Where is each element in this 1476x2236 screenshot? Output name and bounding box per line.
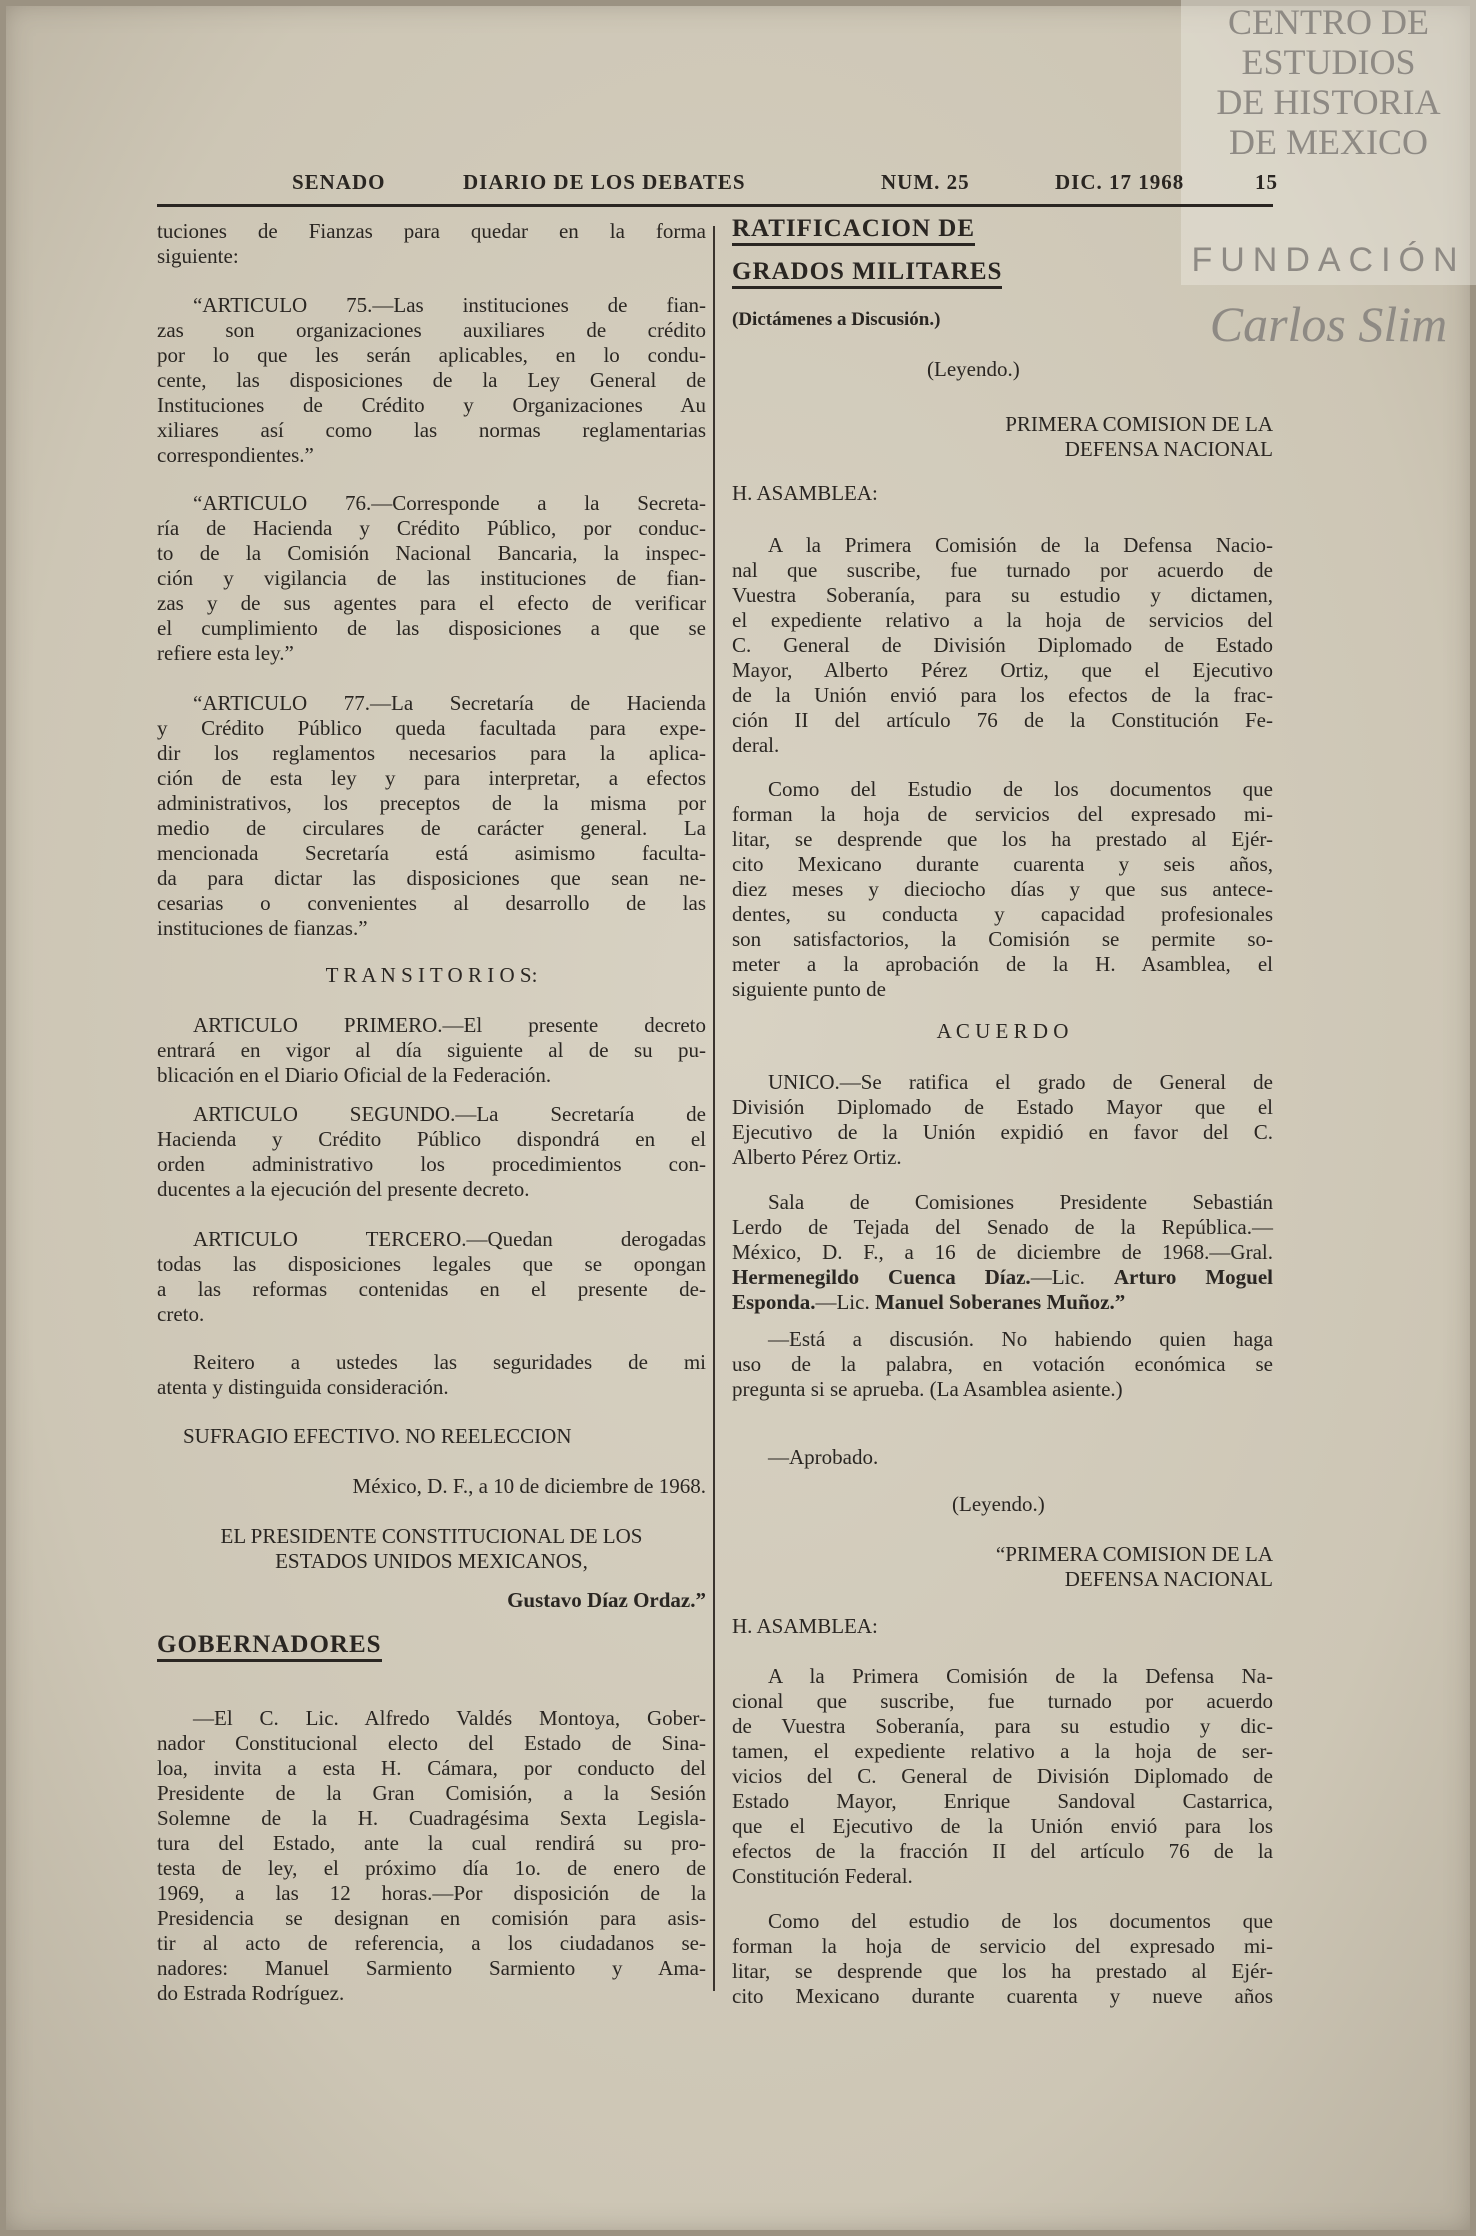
text-line: de la Unión envió para los efectos de la frac- [732, 683, 1273, 707]
header-rule [157, 204, 1273, 207]
signer-title-line2: ESTADOS UNIDOS MEXICANOS, [275, 1549, 588, 1573]
text-line: orden administrativo los procedimientos con- [157, 1152, 706, 1176]
paragraph-article-77 [157, 691, 706, 941]
text-line: “ARTICULO 76.—Corresponde a la Secreta- [193, 491, 706, 515]
text-line: meter a la aprobación de la H. Asamblea, el [732, 952, 1273, 976]
section-subtitle: (Dictámenes a Discusión.) [732, 309, 941, 330]
watermark-line: ESTUDIOS [1241, 42, 1416, 82]
text-line: atenta y distinguida consideración. [157, 1375, 449, 1399]
text-line: dentes, su conducta y capacidad profesionales [732, 902, 1273, 926]
watermark-foundation: FUNDACIÓN [1191, 241, 1466, 279]
paragraph-discussion [732, 1327, 1273, 1402]
commission-line2: DEFENSA NACIONAL [1064, 437, 1273, 461]
text-line: instituciones de fianzas.” [157, 916, 368, 940]
paragraph-unico [732, 1070, 1273, 1170]
text-line: efectos de la fracción II del artículo 76 de la [732, 1839, 1273, 1863]
text-line: Sala de Comisiones Presidente Sebastián [768, 1190, 1273, 1214]
reading-note: (Leyendo.) [927, 357, 1020, 381]
paragraph-article-76 [157, 491, 706, 666]
text-line: Hacienda y Crédito Público dispondrá en el [157, 1127, 706, 1151]
text-line: A la Primera Comisión de la Defensa Na- [768, 1664, 1273, 1688]
text-segment: —Lic. [815, 1290, 875, 1314]
text-line: Constitución Federal. [732, 1864, 913, 1888]
text-line: A la Primera Comisión de la Defensa Nacio- [768, 533, 1273, 557]
text-line: dir los reglamentos necesarios para la aplica- [157, 741, 706, 765]
section-heading-gobernadores [157, 1632, 706, 1662]
commission-line2: DEFENSA NACIONAL [1064, 1567, 1273, 1591]
text-line: son satisfactorios, la Comisión se permite so- [732, 927, 1273, 951]
text-line: blicación en el Diario Oficial de la Federación. [157, 1063, 552, 1087]
text-segment: —Lic. [1030, 1265, 1114, 1289]
text-line: Mayor, Alberto Pérez Ortiz, que el Ejecutivo [732, 658, 1273, 682]
reading-note: (Leyendo.) [952, 1492, 1045, 1516]
text-line: uso de la palabra, en votación económica se [732, 1352, 1273, 1376]
text-line: Instituciones de Crédito y Organizaciones Au [157, 393, 706, 417]
text-line: C. General de División Diplomado de Estado [732, 633, 1273, 657]
text-line: cito Mexicano durante cuarenta y seis años, [732, 852, 1273, 876]
header-publication: DIARIO DE LOS DEBATES [463, 170, 746, 194]
transitorios-heading: T R A N S I T O R I O S: [325, 963, 538, 987]
paragraph-estudio-1 [732, 777, 1273, 1002]
text-line: ción de esta ley y para interpretar, a efectos [157, 766, 706, 790]
text-line: Presidencia se designan en comisión para asis- [157, 1906, 706, 1930]
header-number: NUM. 25 [881, 170, 970, 194]
text-line: creto. [157, 1302, 205, 1326]
text-line: Solemne de la H. Cuadragésima Sexta Legisla- [157, 1806, 706, 1830]
paragraph-dictamen-2 [732, 1664, 1273, 1889]
text-line: administrativos, los preceptos de la misma por [157, 791, 706, 815]
approved-note: —Aprobado. [768, 1445, 879, 1469]
section-title-line2: GRADOS MILITARES [732, 259, 1002, 289]
section-title: GOBERNADORES [157, 1632, 382, 1662]
text-line: zas son organizaciones auxiliares de crédito [157, 318, 706, 342]
header-date: DIC. 17 1968 [1055, 170, 1185, 194]
watermark-line: DE HISTORIA [1216, 82, 1441, 122]
text-line: Ejecutivo de la Unión expidió en favor del C. [732, 1120, 1273, 1144]
bold-name: Esponda. [732, 1290, 816, 1314]
text-line: todas las disposiciones legales que se opongan [157, 1252, 706, 1276]
paragraph-articulo-primero [157, 1013, 706, 1088]
bold-name: Hermenegildo Cuenca Díaz. [732, 1265, 1031, 1289]
column-divider [713, 226, 715, 1991]
text-line: México, D. F., a 16 de diciembre de 1968.—Gral. [732, 1240, 1273, 1264]
text-line: cesarias o convenientes al desarrollo de las [157, 891, 706, 915]
text-line: cito Mexicano durante cuarenta y nueve años [732, 1984, 1273, 2008]
acuerdo-heading: A C U E R D O [936, 1019, 1069, 1043]
watermark-line: DE MEXICO [1229, 122, 1428, 162]
text-line: y Crédito Público queda facultada para expe- [157, 716, 706, 740]
paragraph-articulo-tercero [157, 1227, 706, 1327]
place-date: México, D. F., a 10 de diciembre de 1968. [352, 1474, 706, 1498]
text-line: tura del Estado, ante la cual rendirá su pro- [157, 1831, 706, 1855]
text-line: siguiente punto de [732, 977, 886, 1001]
text-line: tuciones de Fianzas para quedar en la forma [157, 219, 706, 243]
text-line: Alberto Pérez Ortiz. [732, 1145, 902, 1169]
text-line: forman la hoja de servicio del expresado mi- [732, 1934, 1273, 1958]
text-line: litar, se desprende que los ha prestado al Ejér- [732, 827, 1273, 851]
text-line: ría de Hacienda y Crédito Público, por conduc- [157, 516, 706, 540]
text-line: tamen, el expediente relativo a la hoja de ser- [732, 1739, 1273, 1763]
header-page-number: 15 [1255, 170, 1278, 194]
text-line: Como del Estudio de los documentos que [768, 777, 1273, 801]
text-line: por lo que les serán aplicables, en lo condu- [157, 343, 706, 367]
text-line: do Estrada Rodríguez. [157, 1981, 345, 2005]
paragraph-article-75 [157, 293, 706, 468]
watermark-line: CENTRO DE [1228, 2, 1429, 42]
section-heading-grados [732, 259, 1273, 289]
text-line: zas y de sus agentes para el efecto de verificar [157, 591, 706, 615]
text-line: cente, las disposiciones de la Ley General de [157, 368, 706, 392]
text-line: mencionada Secretaría está asimismo faculta- [157, 841, 706, 865]
text-line: ción II del artículo 76 de la Constitución Fe- [732, 708, 1273, 732]
text-line: Lerdo de Tejada del Senado de la República.— [732, 1215, 1273, 1239]
header-chamber: SENADO [292, 170, 386, 194]
text-line: ducentes a la ejecución del presente decreto. [157, 1177, 530, 1201]
section-title-line1: RATIFICACION DE [732, 216, 975, 246]
commission-line1: “PRIMERA COMISION DE LA [995, 1542, 1273, 1566]
paragraph-closing [157, 1350, 706, 1400]
text-line: nador Constitucional electo del Estado de Sina- [157, 1731, 706, 1755]
text-line: siguiente: [157, 244, 239, 268]
text-line: xiliares así como las normas reglamentarias [157, 418, 706, 442]
text-line: que el Ejecutivo de la Unión envió para los [732, 1814, 1273, 1838]
text-line: medio de circulares de carácter general. La [157, 816, 706, 840]
text-line: vicios del C. General de División Diplomado de [732, 1764, 1273, 1788]
text-line: el cumplimiento de las disposiciones a que se [157, 616, 706, 640]
paragraph-gobernadores [157, 1706, 706, 2006]
text-line: 1969, a las 12 horas.—Por disposición de la [157, 1881, 706, 1905]
bold-name: Manuel Soberanes Muñoz.” [874, 1290, 1126, 1314]
text-line: refiere esta ley.” [157, 641, 294, 665]
text-line: División Diplomado de Estado Mayor que el [732, 1095, 1273, 1119]
text-line: ARTICULO SEGUNDO.—La Secretaría de [193, 1102, 706, 1126]
text-line: ARTICULO PRIMERO.—El presente decreto [193, 1013, 706, 1037]
text-line [732, 1290, 1273, 1315]
text-line: Reitero a ustedes las seguridades de mi [193, 1350, 706, 1374]
text-line: Presidente de la Gran Comisión, a la Sesión [157, 1781, 706, 1805]
paragraph-signatures [732, 1190, 1273, 1315]
text-line: correspondientes.” [157, 443, 314, 467]
text-line: nadores: Manuel Sarmiento Sarmiento y Ama- [157, 1956, 706, 1980]
text-line: litar, se desprende que los ha prestado al Ejér- [732, 1959, 1273, 1983]
text-line: Como del estudio de los documentos que [768, 1909, 1273, 1933]
text-line: entrará en vigor al día siguiente al de su pu- [157, 1038, 706, 1062]
text-line: deral. [732, 733, 780, 757]
text-line: ción y vigilancia de las instituciones de fian- [157, 566, 706, 590]
text-line: UNICO.—Se ratifica el grado de General de [768, 1070, 1273, 1094]
text-line: de Vuestra Soberanía, para su estudio y dic- [732, 1714, 1273, 1738]
text-line: —El C. Lic. Alfredo Valdés Montoya, Gober- [193, 1706, 706, 1730]
paragraph-dictamen-1 [732, 533, 1273, 758]
text-line: diez meses y dieciocho días y que sus antece- [732, 877, 1273, 901]
text-line: “ARTICULO 75.—Las instituciones de fian- [193, 293, 706, 317]
text-line: Vuestra Soberanía, para su estudio y dictamen, [732, 583, 1273, 607]
text-line: “ARTICULO 77.—La Secretaría de Hacienda [193, 691, 706, 715]
text-line: —Está a discusión. No habiendo quien haga [768, 1327, 1273, 1351]
section-heading-ratificacion [732, 216, 1273, 246]
bold-name: Arturo Moguel [1113, 1265, 1273, 1289]
watermark-signature: Carlos Slim [1209, 296, 1448, 352]
text-line: pregunta si se aprueba. (La Asamblea asiente.) [732, 1377, 1123, 1401]
text-line: el expediente relativo a la hoja de servicios del [732, 608, 1273, 632]
text-line: Estado Mayor, Enrique Sandoval Castarrica, [732, 1789, 1273, 1813]
signer-name: Gustavo Díaz Ordaz.” [507, 1588, 706, 1612]
text-line: to de la Comisión Nacional Bancaria, la inspec- [157, 541, 706, 565]
paragraph [157, 219, 706, 269]
motto: SUFRAGIO EFECTIVO. NO REELECCION [183, 1424, 572, 1448]
signer-title-line1: EL PRESIDENTE CONSTITUCIONAL DE LOS [220, 1524, 643, 1548]
text-line [732, 1265, 1273, 1290]
paragraph-articulo-segundo [157, 1102, 706, 1202]
text-line: testa de ley, el próximo día 1o. de enero de [157, 1856, 706, 1880]
text-line: tir al acto de referencia, a los ciudadanos se- [157, 1931, 706, 1955]
text-line: da para dictar las disposiciones que sean ne- [157, 866, 706, 890]
commission-line1: PRIMERA COMISION DE LA [1005, 412, 1273, 436]
text-line: ARTICULO TERCERO.—Quedan derogadas [193, 1227, 706, 1251]
text-line: a las reformas contenidas en el presente de- [157, 1277, 706, 1301]
address: H. ASAMBLEA: [732, 481, 878, 505]
text-line: forman la hoja de servicios del expresado mi- [732, 802, 1273, 826]
text-line: cional que suscribe, fue turnado por acuerdo [732, 1689, 1273, 1713]
address: H. ASAMBLEA: [732, 1614, 878, 1638]
text-line: loa, invita a esta H. Cámara, por conducto del [157, 1756, 706, 1780]
text-line: nal que suscribe, fue turnado por acuerdo de [732, 558, 1273, 582]
paragraph-estudio-2 [732, 1909, 1273, 2009]
